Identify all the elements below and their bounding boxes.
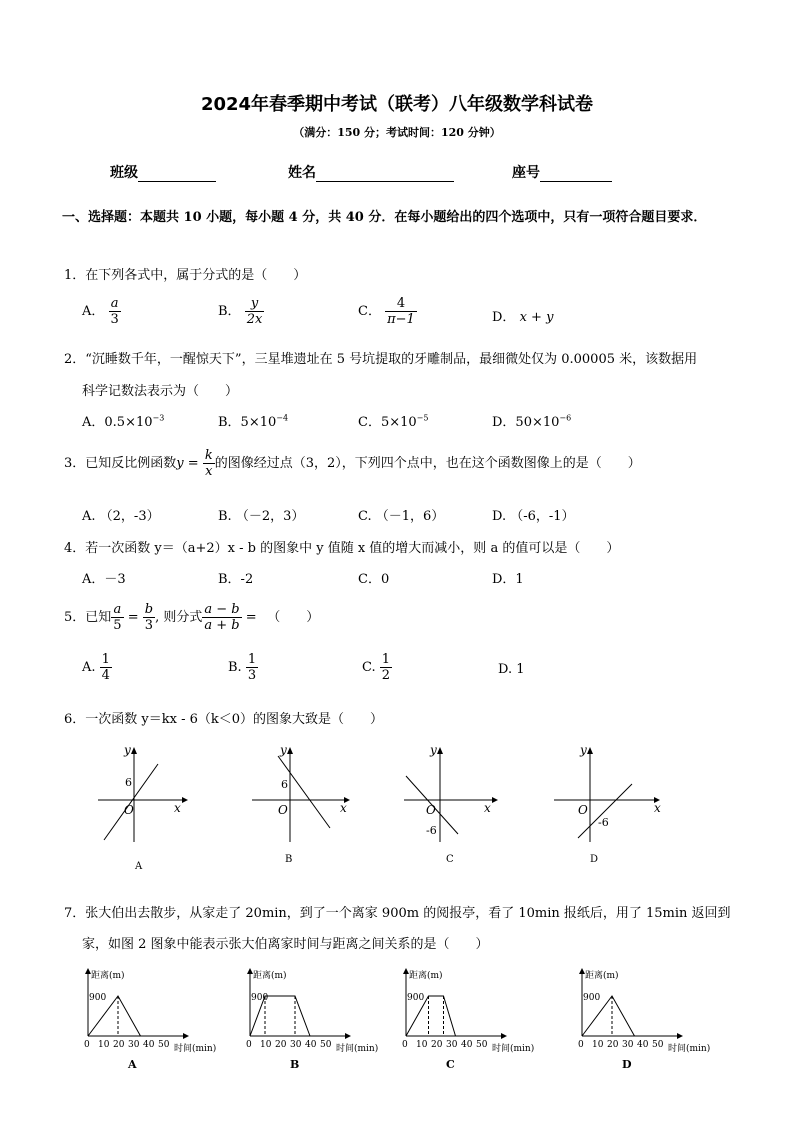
option-text: C．5×10: [358, 415, 417, 430]
question-3-stem: [64, 448, 641, 479]
origin-label: O: [278, 803, 288, 817]
option-letter: B.: [228, 660, 242, 675]
equals: =: [183, 456, 203, 471]
x-tick-label: 30: [622, 1040, 634, 1050]
x-tick-label: 10: [260, 1040, 272, 1050]
x-arrow-icon: [677, 1033, 683, 1039]
option-text: B．5×10: [218, 415, 277, 430]
stem-text: 5．已知: [64, 610, 112, 625]
x-tick-label: 50: [158, 1040, 170, 1050]
name-field: [288, 162, 454, 182]
class-label: 班级: [110, 165, 138, 181]
intercept-label: 6: [281, 778, 288, 791]
x-tick-label: 50: [320, 1040, 332, 1050]
option-letter: D．: [492, 310, 516, 325]
x-tick-label: 30: [446, 1040, 458, 1050]
x-tick-label: 20: [113, 1040, 125, 1050]
denominator: x: [205, 464, 213, 479]
q7-graph-a[interactable]: [78, 966, 218, 1071]
numerator: y: [245, 296, 265, 312]
numerator: a: [109, 296, 121, 312]
x-tick-label: 20: [607, 1040, 619, 1050]
origin-label: O: [426, 803, 436, 817]
x-arrow-icon: [345, 1033, 351, 1039]
graph-letter: C: [446, 854, 454, 865]
q4-option-a[interactable]: A．－3: [82, 572, 126, 587]
graph-letter: D: [622, 1058, 632, 1071]
stem-text: 3．已知反比例函数: [64, 456, 177, 471]
x-axis-label: 时间(min): [336, 1044, 379, 1054]
origin-label: O: [124, 803, 134, 817]
page-title: 2024年春季期中考试（联考）八年级数学科试卷: [200, 94, 594, 115]
q1-option-b[interactable]: [218, 296, 264, 327]
option-letter: A.: [82, 660, 96, 675]
x-tick-label: 0: [84, 1040, 90, 1050]
graph-letter: A: [135, 861, 143, 872]
q2-option-b[interactable]: [218, 411, 288, 430]
x-tick-label: 50: [476, 1040, 488, 1050]
q5-option-a[interactable]: [82, 652, 112, 683]
x-tick-label: 0: [578, 1040, 584, 1050]
denominator: π−1: [387, 312, 415, 327]
stem-text: , 则分式: [155, 610, 203, 625]
origin-label: O: [578, 803, 588, 817]
x-tick-label: 0: [402, 1040, 408, 1050]
intercept-label: -6: [426, 824, 437, 837]
numerator: a: [111, 602, 123, 618]
equals: =: [123, 610, 143, 625]
x-tick-label: 10: [592, 1040, 604, 1050]
x-tick-label: 40: [637, 1040, 649, 1050]
option-text: x + y: [519, 310, 554, 325]
denominator: 2x: [246, 312, 263, 327]
numerator: 1: [247, 652, 257, 667]
denominator: 4: [101, 668, 110, 683]
q3-option-c[interactable]: C. （－1，6）: [358, 509, 445, 524]
numerator: 4: [385, 296, 417, 312]
exponent: −3: [152, 413, 165, 423]
question-7-line2: 家，如图 2 图象中能表示张大伯离家时间与距离之间关系的是（ ）: [82, 937, 489, 952]
y-axis-label: 距离(m): [91, 971, 125, 981]
stem-text: = （ ）: [241, 610, 320, 625]
question-2-line1: 2．“沉睡数千年，一醒惊天下”，三星堆遗址在 5 号坑提取的牙雕制品，最细微处仅为 0.00005 米，该数据用: [64, 352, 698, 367]
q7-graph-c[interactable]: [396, 966, 536, 1071]
y-label: y: [124, 743, 131, 757]
name-blank[interactable]: [316, 165, 454, 182]
x-label: x: [174, 801, 181, 815]
q1-option-a[interactable]: [82, 296, 121, 327]
y-arrow-icon: [131, 747, 137, 754]
x-tick-label: 10: [98, 1040, 110, 1050]
x-tick-label: 20: [275, 1040, 287, 1050]
question-5-stem: [64, 602, 319, 633]
q3-option-d[interactable]: D. （-6，-1）: [492, 509, 575, 524]
option-text: D．50×10: [492, 415, 560, 430]
graph-letter: B: [290, 1058, 300, 1071]
x-tick-label: 40: [305, 1040, 317, 1050]
exam-info: （满分：150 分；考试时间：120 分钟）: [293, 126, 501, 139]
var-y: y: [176, 456, 184, 471]
option-text: A．0.5×10: [82, 415, 153, 430]
x-tick-label: 0: [246, 1040, 252, 1050]
question-4-stem: 4．若一次函数 y＝（a+2）x - b 的图象中 y 值随 x 值的增大而减小，则 a 的值可以是（ ）: [64, 541, 620, 556]
q6-graph-d[interactable]: [550, 742, 670, 872]
denominator: 3: [144, 618, 154, 633]
q5-option-d[interactable]: D. 1: [498, 662, 525, 677]
y-axis-label: 距离(m): [253, 971, 287, 981]
y-label: y: [280, 743, 287, 757]
seat-blank[interactable]: [540, 165, 612, 182]
stem-text: 的图像经过点（3，2），下列四个点中，也在这个函数图像上的是（ ）: [214, 456, 641, 471]
y-axis-label: 距离(m): [409, 971, 443, 981]
y-label: y: [430, 743, 437, 757]
x-axis-label: 时间(min): [492, 1044, 535, 1054]
q7-graph-b[interactable]: [240, 966, 380, 1071]
x-label: x: [340, 801, 347, 815]
seat-field: [512, 162, 612, 182]
q4-option-b[interactable]: B．-2: [218, 572, 254, 587]
graph-letter: C: [446, 1058, 455, 1071]
q1-option-c[interactable]: [358, 296, 417, 327]
x-tick-label: 50: [652, 1040, 664, 1050]
numerator: 1: [381, 652, 391, 667]
exponent: −6: [559, 413, 572, 423]
x-arrow-icon: [182, 797, 188, 803]
graph-letter: A: [128, 1058, 137, 1071]
question-2-line2: 科学记数法表示为（ ）: [82, 384, 239, 399]
denominator: 2: [381, 668, 391, 683]
class-field: [110, 162, 216, 182]
x-arrow-icon: [501, 1033, 507, 1039]
x-tick-label: 40: [143, 1040, 155, 1050]
q6-graph-c[interactable]: [400, 742, 505, 872]
intercept-label: 6: [125, 776, 132, 789]
section-heading: 一、选择题：本题共 10 小题，每小题 4 分，共 40 分．在每小题给出的四个选项中，只有一项符合题目要求．: [62, 210, 707, 225]
x-label: x: [484, 801, 491, 815]
q2-option-a[interactable]: [82, 411, 164, 430]
y-arrow-icon: [437, 747, 443, 754]
exponent: −5: [416, 413, 429, 423]
exponent: −4: [276, 413, 289, 423]
graph-letter: B: [285, 854, 293, 865]
y-axis-label: 距离(m): [585, 971, 619, 981]
x-arrow-icon: [183, 1033, 189, 1039]
q5-option-c[interactable]: [362, 652, 392, 683]
q3-option-b[interactable]: B. （－2，3）: [218, 509, 305, 524]
x-tick-label: 10: [416, 1040, 428, 1050]
q1-option-d[interactable]: [492, 306, 553, 325]
x-label: x: [654, 801, 661, 815]
q4-option-d[interactable]: D．1: [492, 572, 524, 587]
seat-label: 座号: [512, 165, 540, 181]
q2-option-d[interactable]: [492, 411, 571, 430]
y-arrow-icon: [287, 747, 293, 754]
x-tick-label: 30: [128, 1040, 140, 1050]
numerator: 1: [101, 652, 110, 667]
numerator: a − b: [204, 602, 240, 617]
denominator: 5: [113, 618, 122, 633]
question-6-stem: 6．一次函数 y＝kx - 6（k＜0）的图象大致是（ ）: [64, 712, 384, 727]
option-letter: B．: [218, 304, 241, 319]
question-1-stem: 1．在下列各式中，属于分式的是（ ）: [64, 268, 307, 283]
graph-line: [278, 756, 330, 828]
q6-graph-a[interactable]: [90, 742, 190, 872]
y-value-label: 900: [407, 993, 425, 1003]
option-letter: C.: [362, 660, 376, 675]
numerator: k: [204, 448, 213, 463]
y-value-label: 900: [583, 993, 601, 1003]
denominator: 3: [110, 312, 119, 327]
denominator: a + b: [204, 618, 240, 633]
q5-option-b[interactable]: [228, 652, 258, 683]
denominator: 3: [247, 668, 257, 683]
question-7-line1: 7．张大伯出去散步，从家走了 20min，到了一个离家 900m 的阅报亭，看了 10min 报纸后，用了 15min 返回到: [64, 906, 731, 921]
option-letter: A．: [82, 304, 105, 319]
intercept-label: -6: [598, 816, 609, 829]
q6-graph-b[interactable]: [244, 742, 354, 872]
graph-letter: D: [590, 854, 599, 865]
q2-option-c[interactable]: [358, 411, 428, 430]
x-tick-label: 40: [461, 1040, 473, 1050]
q7-graph-d[interactable]: [572, 966, 712, 1071]
x-axis-label: 时间(min): [668, 1044, 711, 1054]
name-label: 姓名: [288, 165, 316, 181]
q3-option-a[interactable]: A. （2，-3）: [82, 509, 160, 524]
q4-option-c[interactable]: C．0: [358, 572, 390, 587]
x-tick-label: 20: [431, 1040, 443, 1050]
y-label: y: [580, 743, 587, 757]
y-arrow-icon: [587, 747, 593, 754]
y-value-label: 900: [89, 993, 107, 1003]
class-blank[interactable]: [138, 165, 216, 182]
option-letter: C．: [358, 304, 381, 319]
numerator: b: [144, 602, 154, 617]
x-tick-label: 30: [290, 1040, 302, 1050]
y-value-label: 900: [251, 993, 269, 1003]
x-axis-label: 时间(min): [174, 1044, 217, 1054]
x-arrow-icon: [492, 797, 498, 803]
